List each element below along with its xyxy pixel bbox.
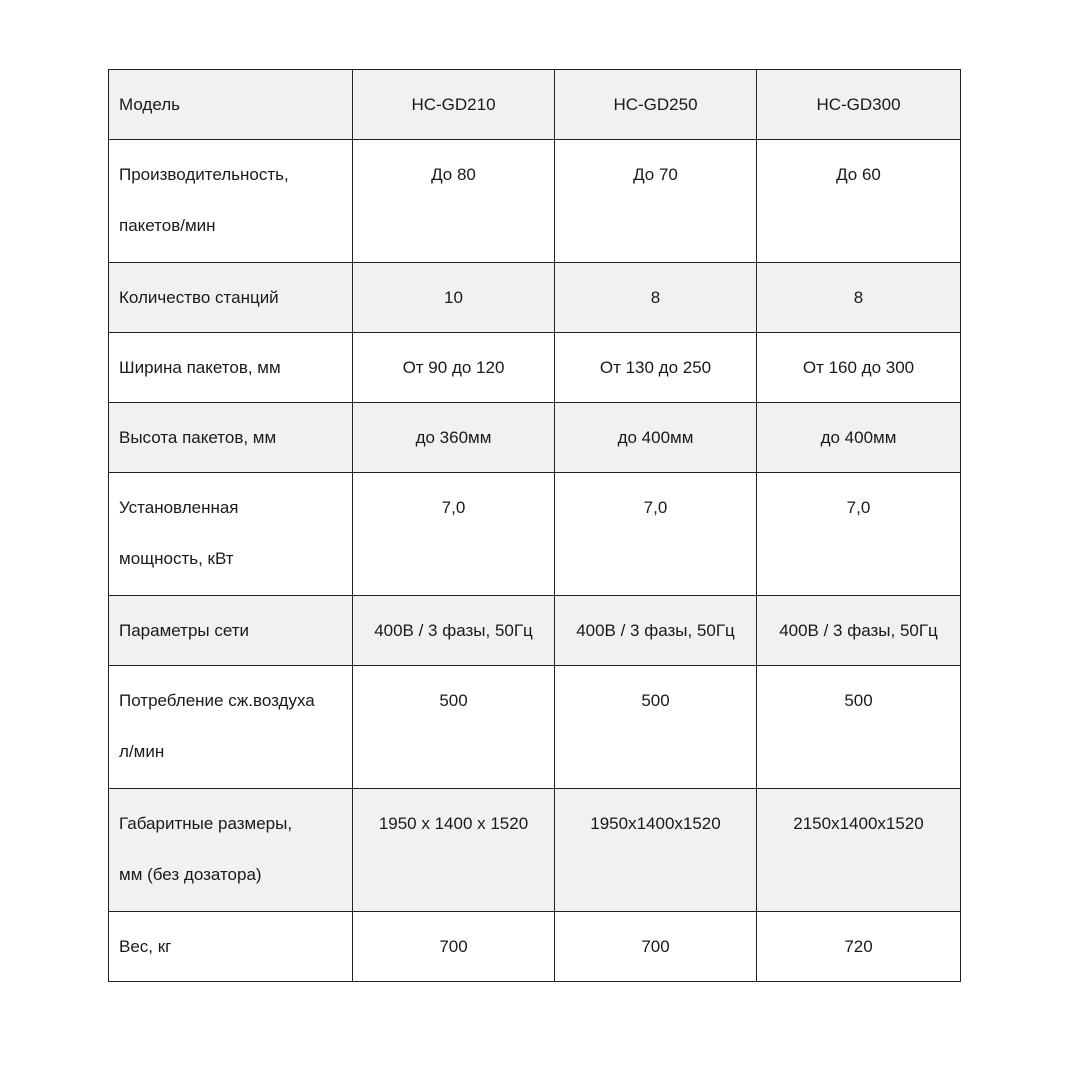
table-row: [109, 70, 961, 140]
value-text: От 160 до 300: [802, 358, 915, 377]
value-cell: [353, 263, 555, 333]
value-text: 400В / 3 фазы, 50Гц: [576, 621, 735, 640]
value-cell: [757, 403, 961, 473]
value-cell: [555, 263, 757, 333]
value-cell: [757, 140, 961, 263]
value-cell: [353, 789, 555, 912]
row-label-text: Количество станций: [119, 288, 279, 307]
value-cell: [353, 70, 555, 140]
value-cell: [757, 333, 961, 403]
value-cell: [353, 333, 555, 403]
row-label-cell: [109, 333, 353, 403]
value-text: 720: [844, 937, 873, 956]
table-row: [109, 263, 961, 333]
value-cell: [757, 263, 961, 333]
value-cell: [757, 70, 961, 140]
row-label-text: Модель: [119, 95, 181, 114]
row-label-cell: [109, 403, 353, 473]
value-cell: [757, 789, 961, 912]
value-cell: [353, 912, 555, 982]
specifications-table-body: [109, 70, 961, 982]
value-text: до 400мм: [820, 428, 897, 447]
table-row: [109, 333, 961, 403]
value-cell: [555, 789, 757, 912]
value-cell: [757, 596, 961, 666]
value-text: HC-GD250: [613, 95, 698, 114]
table-row: [109, 140, 961, 263]
value-cell: [353, 473, 555, 596]
value-text: 2150х1400х1520: [793, 814, 924, 833]
value-text: 700: [439, 937, 468, 956]
value-text: 400В / 3 фазы, 50Гц: [779, 621, 938, 640]
value-text: От 130 до 250: [599, 358, 712, 377]
row-label-cell: [109, 789, 353, 912]
value-text: 500: [844, 691, 873, 710]
value-cell: [353, 596, 555, 666]
value-text: 8: [650, 288, 661, 307]
table-row: [109, 666, 961, 789]
value-text: 1950 х 1400 х 1520: [378, 814, 529, 833]
row-label-text: Вес, кг: [119, 937, 172, 956]
table-row: [109, 473, 961, 596]
value-text: 7,0: [441, 498, 466, 517]
value-cell: [555, 333, 757, 403]
row-label-text: Ширина пакетов, мм: [119, 358, 281, 377]
table-row: [109, 596, 961, 666]
value-text: До 80: [431, 165, 476, 184]
value-cell: [555, 403, 757, 473]
value-text: До 60: [836, 165, 881, 184]
row-label-cell: [109, 666, 353, 789]
value-cell: [353, 403, 555, 473]
row-label-text: Производительность,: [119, 165, 289, 184]
row-label-cell: [109, 912, 353, 982]
specifications-table: [108, 69, 961, 982]
table-row: [109, 912, 961, 982]
value-text: 10: [444, 288, 463, 307]
value-cell: [353, 666, 555, 789]
value-cell: [555, 473, 757, 596]
value-cell: [555, 666, 757, 789]
row-label-cell: [109, 140, 353, 263]
value-text: до 400мм: [617, 428, 694, 447]
value-cell: [555, 140, 757, 263]
value-cell: [757, 912, 961, 982]
value-cell: [555, 596, 757, 666]
row-label-text: Установленная: [119, 498, 239, 517]
value-text: 8: [853, 288, 864, 307]
row-label-text: Потребление сж.воздуха: [119, 691, 315, 710]
row-label-cell: [109, 596, 353, 666]
value-text: 400В / 3 фазы, 50Гц: [374, 621, 533, 640]
value-cell: [757, 666, 961, 789]
row-label-text: пакетов/мин: [119, 216, 216, 235]
row-label-text: мм (без дозатора): [119, 865, 262, 884]
value-text: 500: [641, 691, 670, 710]
row-label-cell: [109, 263, 353, 333]
value-text: HC-GD300: [816, 95, 901, 114]
table-row: [109, 403, 961, 473]
row-label-text: Параметры сети: [119, 621, 250, 640]
value-cell: [353, 140, 555, 263]
value-text: HC-GD210: [411, 95, 496, 114]
row-label-text: Габаритные размеры,: [119, 814, 293, 833]
value-text: 7,0: [643, 498, 668, 517]
row-label-cell: [109, 70, 353, 140]
value-text: 1950х1400х1520: [590, 814, 721, 833]
value-cell: [757, 473, 961, 596]
row-label-text: мощность, кВт: [119, 549, 234, 568]
value-text: 500: [439, 691, 468, 710]
row-label-text: Высота пакетов, мм: [119, 428, 277, 447]
value-text: До 70: [633, 165, 678, 184]
value-text: От 90 до 120: [402, 358, 505, 377]
value-text: до 360мм: [415, 428, 492, 447]
value-text: 7,0: [846, 498, 871, 517]
row-label-text: л/мин: [119, 742, 165, 761]
value-cell: [555, 912, 757, 982]
row-label-cell: [109, 473, 353, 596]
value-text: 700: [641, 937, 670, 956]
value-cell: [555, 70, 757, 140]
table-row: [109, 789, 961, 912]
